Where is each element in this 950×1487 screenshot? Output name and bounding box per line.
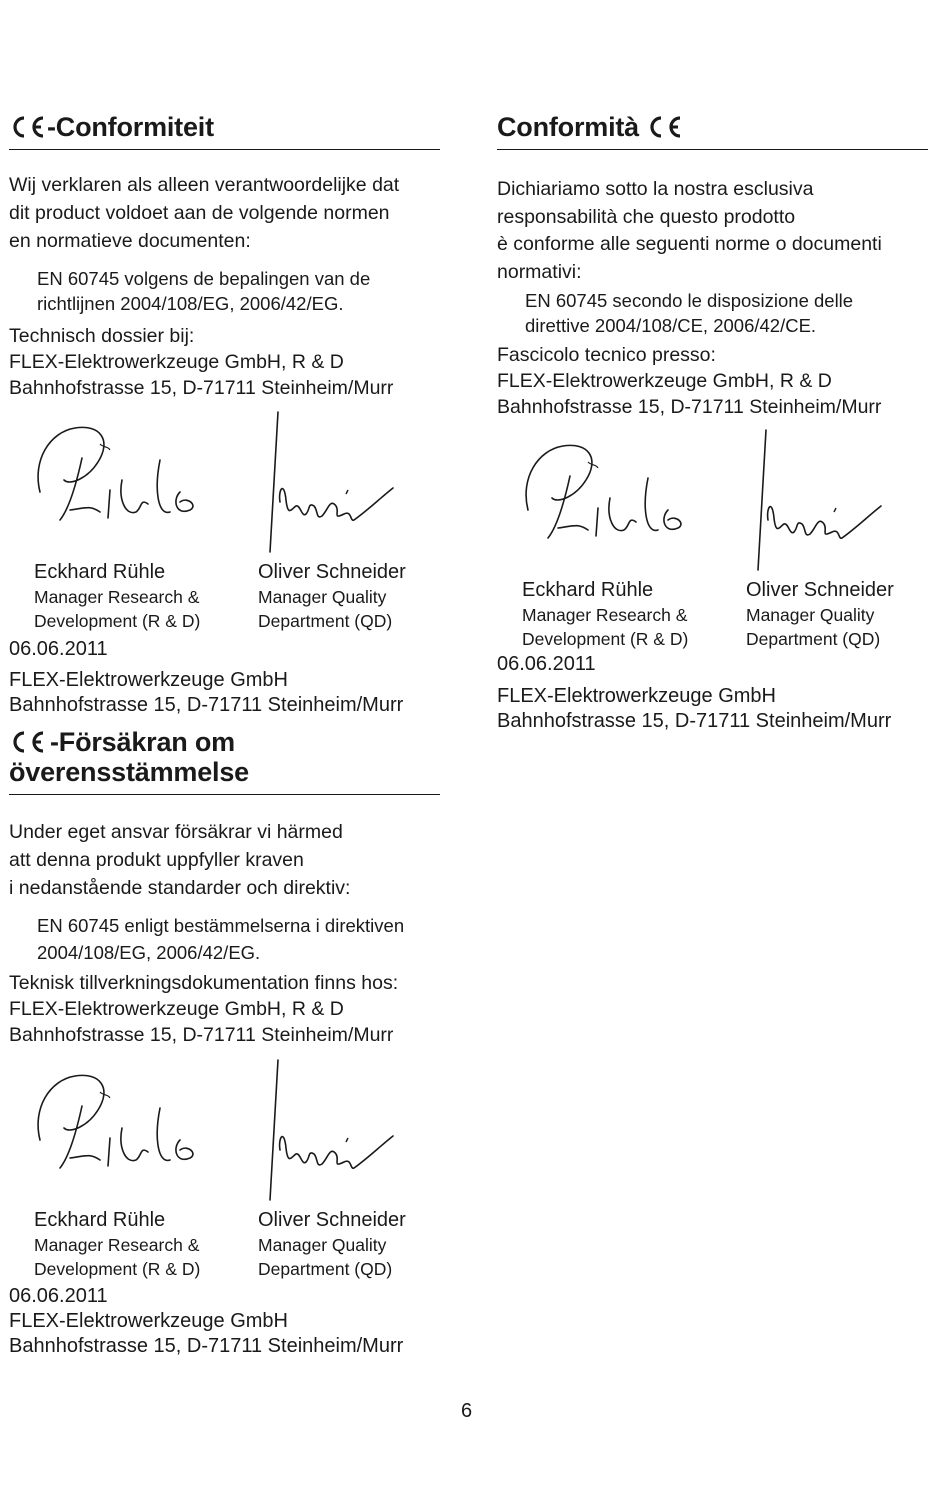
signatory-right-name: Oliver Schneider [258, 1209, 406, 1231]
section-nl [0, 0, 450, 730]
company-text: FLEX-Elektrowerkzeuge GmbH [9, 669, 288, 691]
company-text: FLEX-Elektrowerkzeuge GmbH [9, 1310, 288, 1332]
signature-ruhle [30, 420, 205, 535]
date-text: 06.06.2011 [9, 1285, 108, 1307]
signatory-right-name: Oliver Schneider [258, 561, 406, 583]
section-heading [497, 112, 684, 142]
signatory-right-role: Manager Quality Department (QD) [258, 587, 393, 631]
date-text: 06.06.2011 [9, 638, 108, 660]
signature-ruhle [30, 1068, 205, 1183]
page-number: 6 [461, 1400, 473, 1422]
heading-rule [9, 794, 440, 795]
section-heading [9, 727, 249, 787]
heading-rule [497, 149, 928, 150]
signatory-left-name: Eckhard Rühle [34, 1209, 166, 1231]
signatory-left-role: Manager Research & Development (R & D) [34, 587, 201, 631]
ce-mark-icon [9, 730, 47, 754]
intro-text: Wij verklaren als alleen verantwoordelijke dat dit product voldoet aan de volgende normen en normatieve documenten: [9, 174, 400, 252]
signatory-left-role: Manager Research & Development (R & D) [522, 605, 689, 649]
heading-text: Conformità [497, 112, 639, 142]
intro-text: Dichiariamo sotto la nostra esclusiva responsabilità che questo prodotto è conforme alle seguenti norme o documenti normativi: [497, 178, 882, 283]
section-sv [0, 720, 450, 1370]
dossier-text: Technisch dossier bij: FLEX-Elektrowerkzeuge GmbH, R & D Bahnhofstrasse 15, D-71711 Steinheim/Murr [9, 325, 394, 399]
signatory-right-role: Manager Quality Department (QD) [746, 605, 881, 649]
section-heading [9, 112, 214, 142]
signature-schneider [258, 410, 403, 555]
signatory-right-name: Oliver Schneider [746, 579, 894, 601]
heading-text: -Försäkran om överensstämmelse [9, 727, 249, 787]
intro-text: Under eget ansvar försäkrar vi härmed att denna produkt uppfyller kraven i nedanstående standarder och direktiv: [9, 821, 351, 899]
standard-text: EN 60745 secondo le disposizione delle direttive 2004/108/CE, 2006/42/CE. [525, 290, 854, 336]
company-text: FLEX-Elektrowerkzeuge GmbH [497, 685, 776, 707]
section-it [488, 0, 938, 740]
signature-ruhle [518, 438, 693, 553]
signatory-right-role: Manager Quality Department (QD) [258, 1235, 393, 1279]
address-text: Bahnhofstrasse 15, D-71711 Steinheim/Murr [497, 710, 892, 732]
dossier-text: Teknisk tillverkningsdokumentation finns hos: FLEX-Elektrowerkzeuge GmbH, R & D Bahnhofstrasse 15, D-71711 Steinheim/Murr [9, 972, 399, 1046]
dossier-text: Fascicolo tecnico presso: FLEX-Elektrowerkzeuge GmbH, R & D Bahnhofstrasse 15, D-71711 Steinheim/Murr [497, 344, 882, 418]
standard-text: EN 60745 enligt bestämmelserna i direktiven 2004/108/EG, 2006/42/EG. [37, 915, 405, 963]
ce-mark-icon [9, 115, 47, 139]
signature-schneider [746, 428, 891, 573]
ce-mark-icon [646, 115, 684, 139]
signatory-left-name: Eckhard Rühle [34, 561, 166, 583]
signatory-left-name: Eckhard Rühle [522, 579, 654, 601]
heading-text: -Conformiteit [47, 112, 214, 142]
address-text: Bahnhofstrasse 15, D-71711 Steinheim/Murr [9, 1335, 404, 1357]
standard-text: EN 60745 volgens de bepalingen van de richtlijnen 2004/108/EG, 2006/42/EG. [37, 268, 371, 314]
heading-rule [9, 149, 440, 150]
date-text: 06.06.2011 [497, 653, 596, 675]
signatory-left-role: Manager Research & Development (R & D) [34, 1235, 201, 1279]
address-text: Bahnhofstrasse 15, D-71711 Steinheim/Murr [9, 694, 404, 716]
signature-schneider [258, 1058, 403, 1203]
